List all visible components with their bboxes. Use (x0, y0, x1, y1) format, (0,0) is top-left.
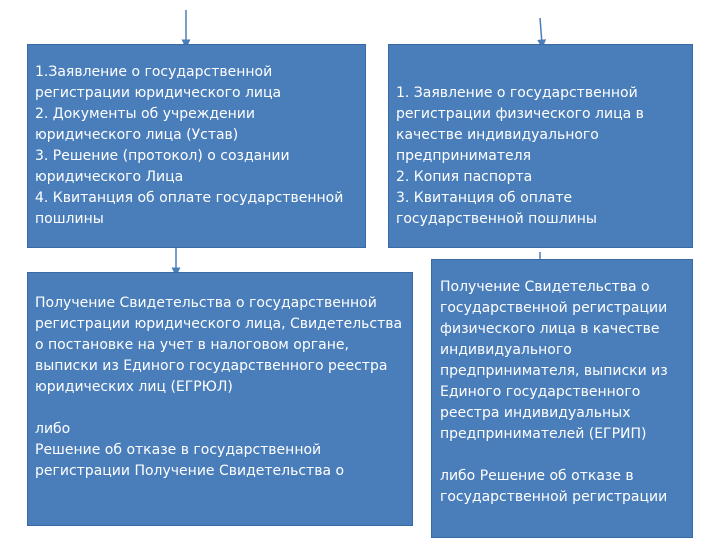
individual-entrepreneur-documents-box: 1. Заявление о государственной регистрации физического лица в качестве индивидуального предпринимателя 2. Копия паспорта 3. Квитанция об оплате государственной пошлины (388, 44, 693, 248)
legal-entity-documents-box: 1.Заявление о государственной регистрации юридического лица 2. Документы об учреждении юридического лица (Устав) 3. Решение (протокол) о создании юридического Лица 4. Квитанция об оплате государственной пошлины (27, 44, 366, 248)
individual-entrepreneur-result-box: Получение Свидетельства о государственной регистрации физического лица в качестве индивидуального предпринимателя, выписки из Единого государственного реестра индивидуальных предпринимателей (ЕГРИП) либо Решение об отказе в государственной регистрации (431, 259, 693, 538)
legal-entity-result-box: Получение Свидетельства о государственной регистрации юридического лица, Свидетельства о постановке на учет в налоговом органе, выписки из Единого государственного реестра юридических лиц (ЕГРЮЛ) либо Решение об отказе в государственной регистрации Получение Свидетельства о (27, 272, 413, 526)
arrow-to-individual-docs (540, 18, 542, 44)
